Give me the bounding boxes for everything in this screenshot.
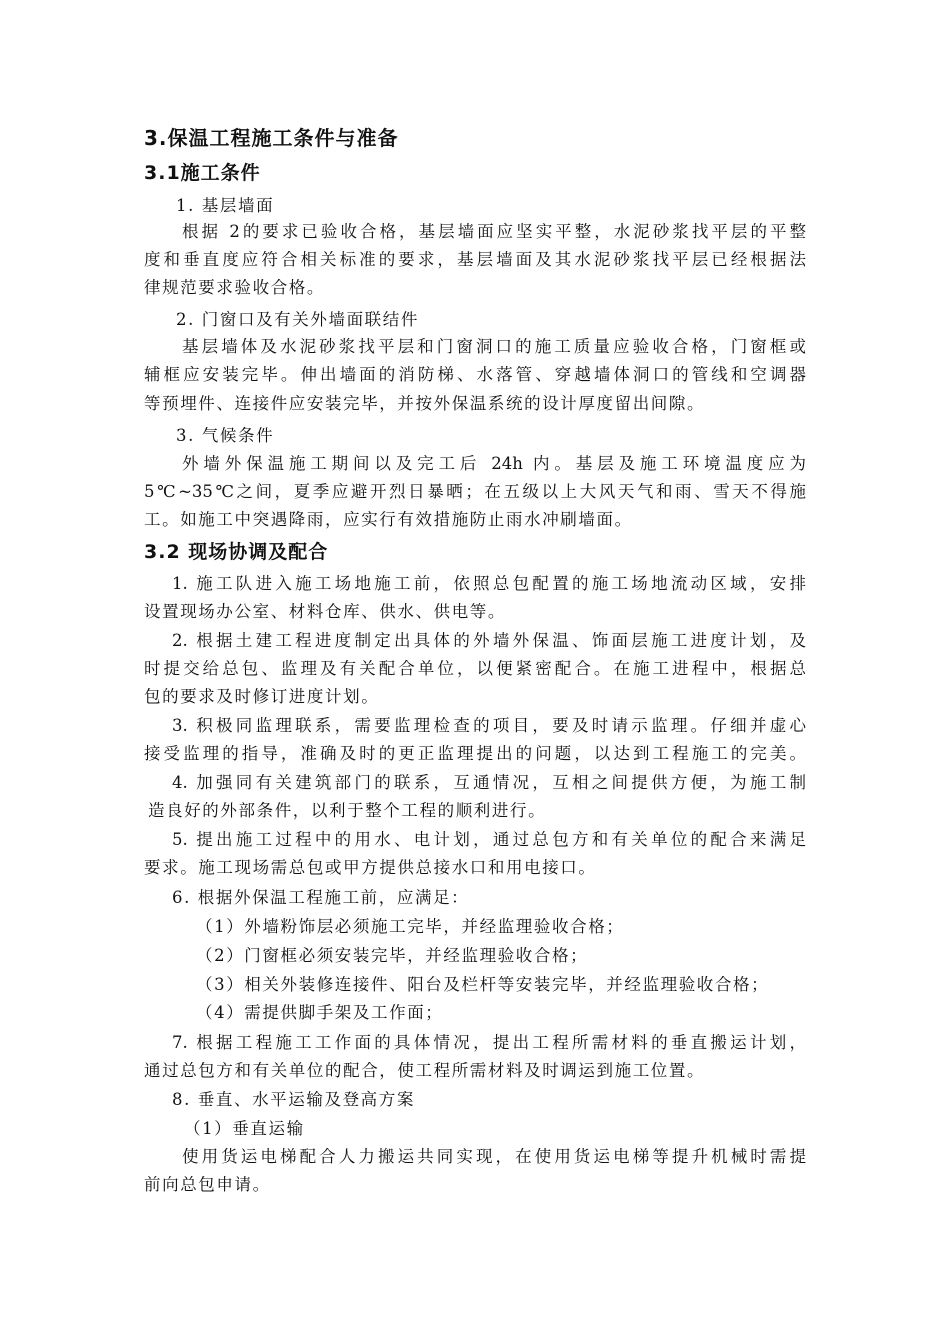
item-2-line: 等预埋件、连接件应安装完毕，并按外保温系统的设计厚度留出间隙。 (144, 394, 706, 413)
item-3-line: 工。如施工中突遇降雨，应实行有效措施防止雨水冲刷墙面。 (144, 510, 633, 529)
paragraph-line: 3. 积极同监理联系，需要监理检查的项目，要及时请示监理。仔细并虚心 (172, 716, 806, 735)
section-title: 3.保温工程施工条件与准备 (144, 126, 399, 150)
condition-item: （2）门窗框必须安装完毕，并经监理验收合格； (196, 946, 589, 965)
heading-3-1: 3.1施工条件 (144, 162, 261, 184)
item-1-line: 度和垂直度应符合相关标准的要求，基层墙面及其水泥砂浆找平层已经根据法 (144, 250, 806, 269)
paragraph-line: 通过总包方和有关单位的配合，使工程所需材料及时调运到施工位置。 (144, 1061, 706, 1080)
paragraph-line: 1. 施工队进入施工场地施工前，依照总包配置的施工场地流动区域，安排 (172, 574, 806, 593)
paragraph-line: 时提交给总包、监理及有关配合单位，以便紧密配合。在施工进程中，根据总 (144, 659, 806, 678)
paragraph-line: 造良好的外部条件，以利于整个工程的顺利进行。 (148, 801, 547, 820)
paragraph-line: 要求。施工现场需总包或甲方提供总接水口和用电接口。 (144, 858, 597, 877)
paragraph-line: 前向总包申请。 (144, 1175, 271, 1194)
item-1-line: 根据 2的要求已验收合格，基层墙面应坚实平整，水泥砂浆找平层的平整 (182, 222, 806, 241)
paragraph-line: 5. 提出施工过程中的用水、电计划，通过总包方和有关单位的配合来满足 (172, 830, 806, 849)
condition-item: （1）外墙粉饰层必须施工完毕，并经监理验收合格； (196, 917, 625, 936)
condition-item: （3）相关外装修连接件、阳台及栏杆等安装完毕，并经监理验收合格； (196, 975, 770, 994)
paragraph-line: 使用货运电梯配合人力搬运共同实现，在使用货运电梯等提升机械时需提 (182, 1147, 806, 1166)
item-3-title: 3. 气候条件 (176, 426, 275, 445)
item-2-line: 基层墙体及水泥砂浆找平层和门窗洞口的施工质量应验收合格，门窗框或 (182, 337, 806, 356)
paragraph-line: 设置现场办公室、材料仓库、供水、供电等。 (144, 602, 506, 621)
item-3-line: 外墙外保温施工期间以及完工后 24h 内。基层及施工环境温度应为 (182, 454, 806, 473)
heading-3-2: 3.2 现场协调及配合 (144, 541, 329, 563)
paragraph-line: 包的要求及时修订进度计划。 (144, 687, 380, 706)
condition-item: （4）需提供脚手架及工作面； (196, 1003, 444, 1022)
paragraph-line: 4. 加强同有关建筑部门的联系，互通情况，互相之间提供方便，为施工制 (172, 773, 806, 792)
subsection-title: （1）垂直运输 (184, 1119, 305, 1138)
paragraph-line: 7. 根据工程施工工作面的具体情况，提出工程所需材料的垂直搬运计划， (172, 1033, 806, 1052)
paragraph-8-title: 8. 垂直、水平运输及登高方案 (172, 1090, 415, 1109)
paragraph-line: 接受监理的指导，准确及时的更正监理提出的问题，以达到工程施工的完美。 (144, 744, 806, 763)
item-2-line: 辅框应安装完毕。伸出墙面的消防梯、水落管、穿越墙体洞口的管线和空调器 (144, 365, 806, 384)
paragraph-line: 2. 根据土建工程进度制定出具体的外墙外保温、饰面层施工进度计划，及 (172, 631, 806, 650)
item-1-title: 1. 基层墙面 (176, 196, 275, 215)
item-1-line: 律规范要求验收合格。 (144, 278, 325, 297)
item-3-line: 5℃~35℃之间，夏季应避开烈日暴晒；在五级以上大风天气和雨、雪天不得施 (144, 482, 806, 501)
item-2-title: 2. 门窗口及有关外墙面联结件 (176, 310, 419, 329)
paragraph-6-title: 6. 根据外保温工程施工前，应满足： (172, 888, 470, 907)
